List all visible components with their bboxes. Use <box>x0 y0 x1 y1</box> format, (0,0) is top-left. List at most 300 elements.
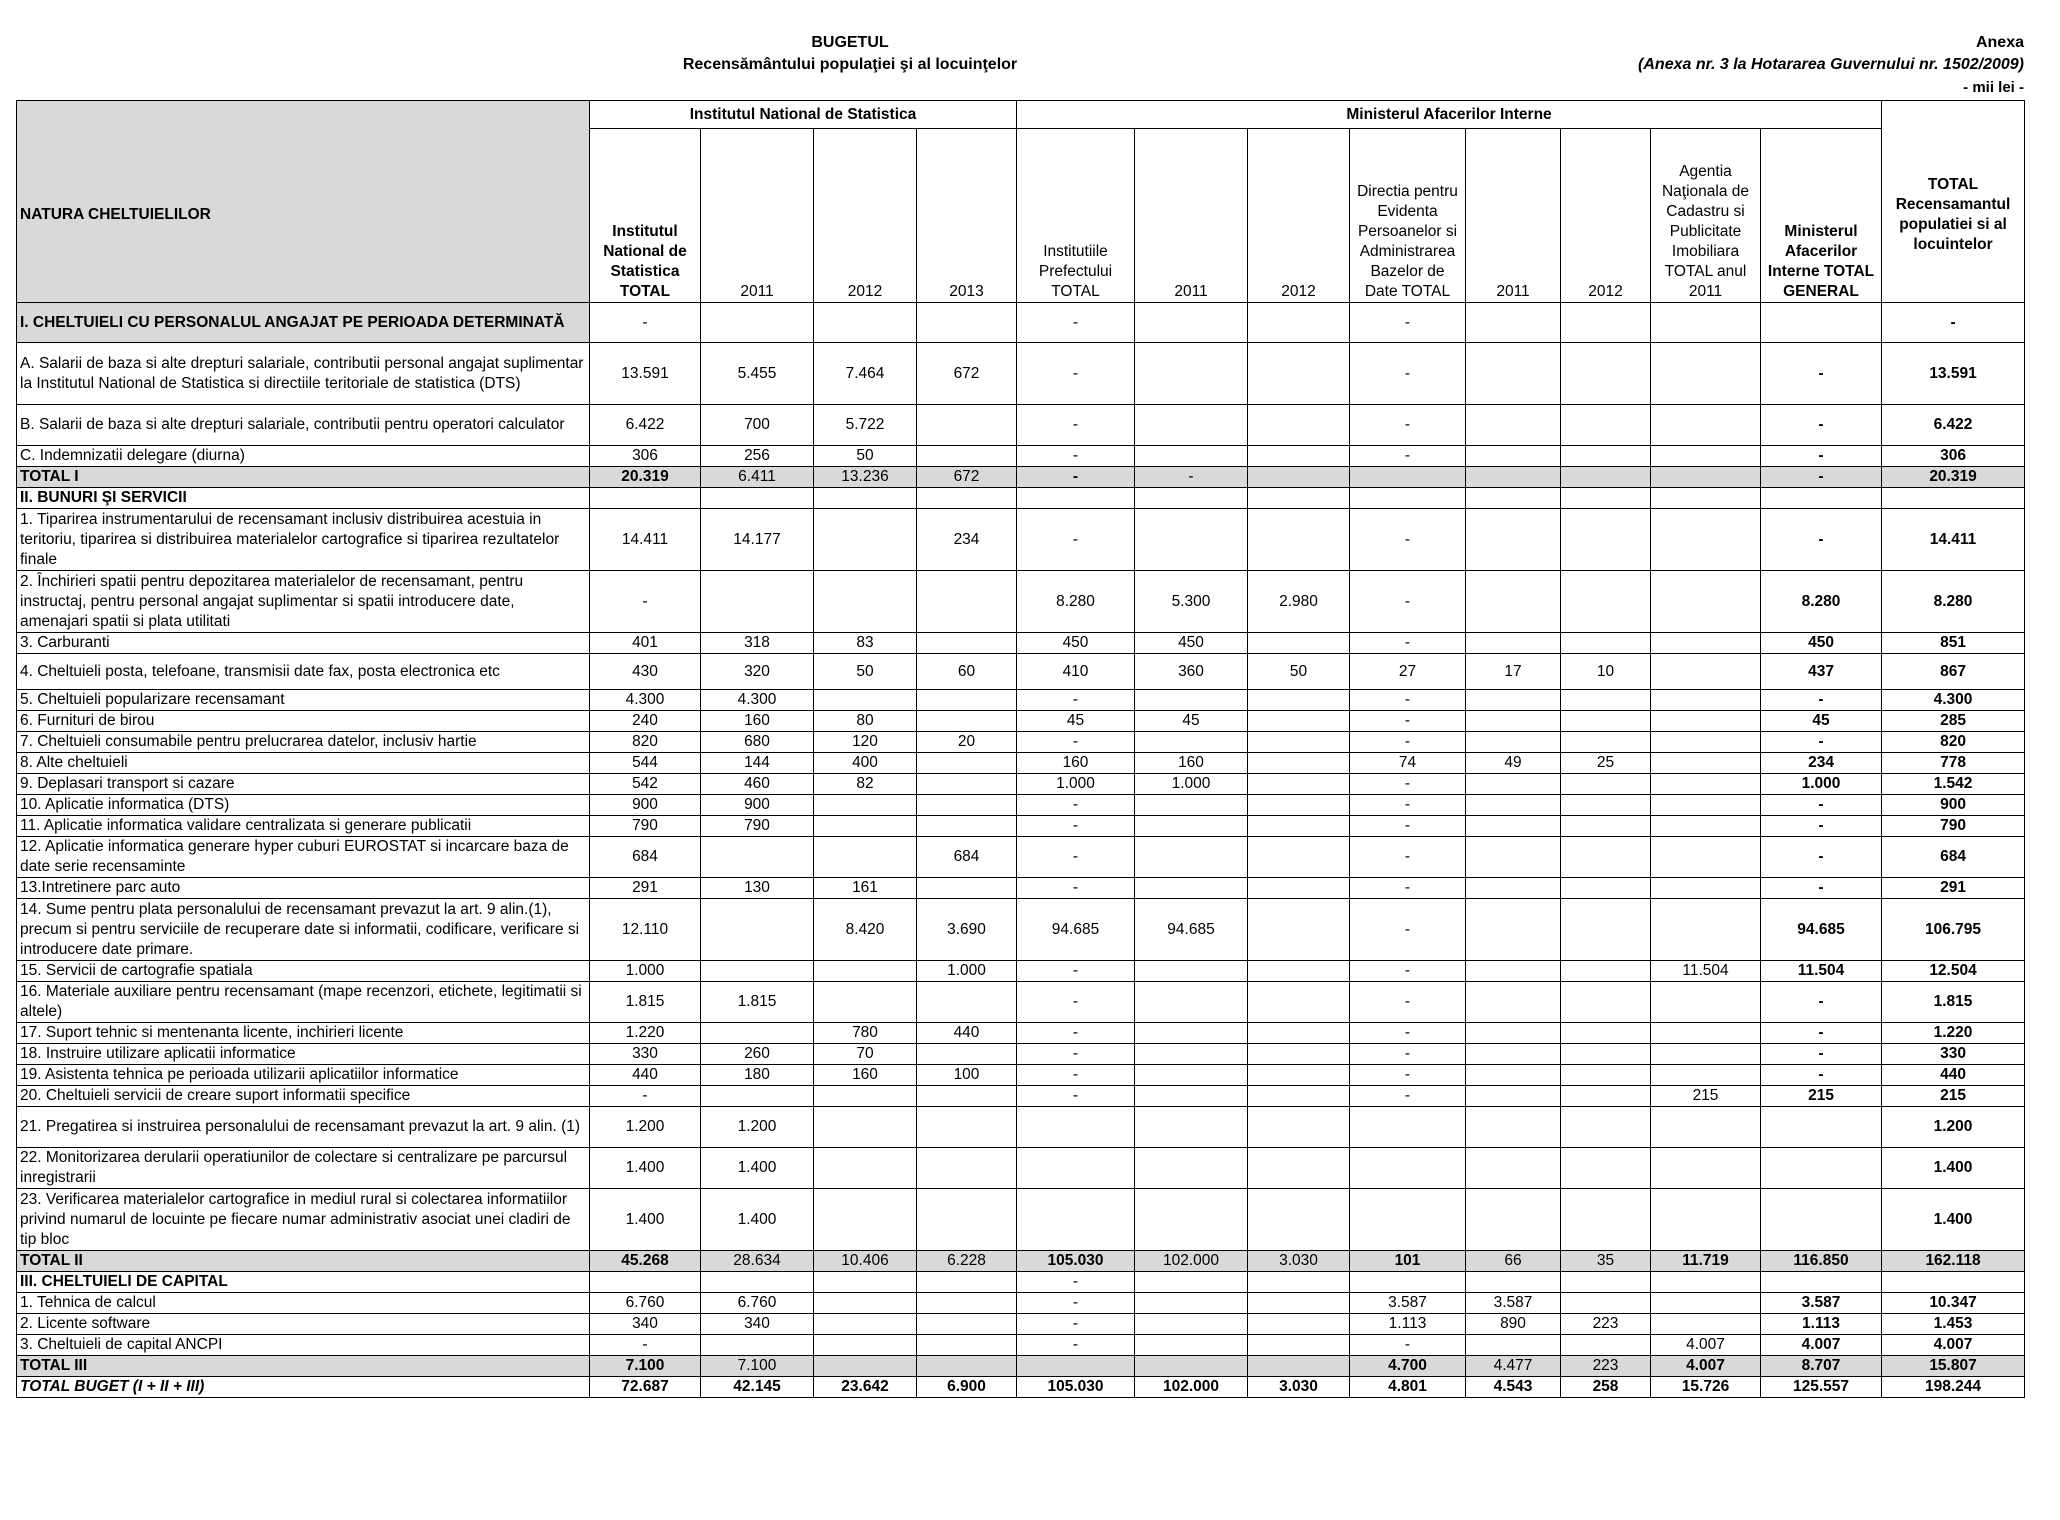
cell-6 <box>1135 1107 1248 1148</box>
cell-12: 3.587 <box>1761 1293 1882 1314</box>
cell-3 <box>814 1335 917 1356</box>
cell-2: 320 <box>701 654 814 690</box>
cell-8: 4.700 <box>1350 1356 1466 1377</box>
cell-5: 45 <box>1017 711 1135 732</box>
cell-3 <box>814 1314 917 1335</box>
table-row <box>17 961 2025 982</box>
cell-1: 542 <box>590 774 701 795</box>
table-row <box>17 467 2025 488</box>
cell-13: 4.007 <box>1882 1335 2025 1356</box>
cell-8: - <box>1350 405 1466 446</box>
cell-5: - <box>1017 982 1135 1023</box>
cell-3 <box>814 1189 917 1251</box>
cell-9 <box>1466 690 1561 711</box>
cell-13 <box>1882 488 2025 509</box>
cell-6: - <box>1135 467 1248 488</box>
cell-6 <box>1135 405 1248 446</box>
cell-11 <box>1651 899 1761 961</box>
cell-4 <box>917 795 1017 816</box>
cell-2 <box>701 1086 814 1107</box>
cell-5: - <box>1017 1272 1135 1293</box>
cell-13: 306 <box>1882 446 2025 467</box>
cell-12 <box>1761 1272 1882 1293</box>
cell-1 <box>590 1272 701 1293</box>
col-header-depabd-2011: 2011 <box>1466 129 1561 303</box>
cell-6 <box>1135 732 1248 753</box>
cell-6: 360 <box>1135 654 1248 690</box>
cell-1: 401 <box>590 633 701 654</box>
cell-8: 1.113 <box>1350 1314 1466 1335</box>
cell-1: 13.591 <box>590 343 701 405</box>
cell-3: 161 <box>814 878 917 899</box>
row-label: 21. Pregatirea si instruirea personalului de recensamant prevazut la art. 9 alin. (1) <box>17 1107 590 1148</box>
cell-1: - <box>590 1335 701 1356</box>
cell-1: 900 <box>590 795 701 816</box>
cell-13: 8.280 <box>1882 571 2025 633</box>
cell-7: 3.030 <box>1248 1251 1350 1272</box>
cell-8 <box>1350 1148 1466 1189</box>
cell-5: - <box>1017 446 1135 467</box>
cell-2: 900 <box>701 795 814 816</box>
cell-7 <box>1248 1272 1350 1293</box>
row-label: 18. Instruire utilizare aplicatii informatice <box>17 1044 590 1065</box>
cell-2: 14.177 <box>701 509 814 571</box>
row-label: A. Salarii de baza si alte drepturi salariale, contributii personal angajat suplimentar la Institutul National de Statistica si directiile teritoriale de statistica (DTS) <box>17 343 590 405</box>
cell-11 <box>1651 1044 1761 1065</box>
cell-10 <box>1561 961 1651 982</box>
cell-5 <box>1017 1189 1135 1251</box>
cell-6 <box>1135 1023 1248 1044</box>
cell-11 <box>1651 1148 1761 1189</box>
cell-4: 672 <box>917 467 1017 488</box>
cell-5: - <box>1017 303 1135 343</box>
cell-1: 684 <box>590 837 701 878</box>
cell-8 <box>1350 1272 1466 1293</box>
cell-9 <box>1466 405 1561 446</box>
col-header-ins-total: Institutul National de Statistica TOTAL <box>590 129 701 303</box>
cell-1: 1.400 <box>590 1148 701 1189</box>
cell-1: - <box>590 1086 701 1107</box>
cell-5: 160 <box>1017 753 1135 774</box>
cell-3: 13.236 <box>814 467 917 488</box>
table-row <box>17 837 2025 878</box>
cell-10 <box>1561 690 1651 711</box>
cell-13: 790 <box>1882 816 2025 837</box>
cell-7 <box>1248 753 1350 774</box>
row-label: 10. Aplicatie informatica (DTS) <box>17 795 590 816</box>
table-row <box>17 1251 2025 1272</box>
cell-1: 440 <box>590 1065 701 1086</box>
row-label: 12. Aplicatie informatica generare hyper cuburi EUROSTAT si incarcare baza de date serie recensaminte <box>17 837 590 878</box>
cell-8: - <box>1350 816 1466 837</box>
cell-3: 50 <box>814 446 917 467</box>
cell-7 <box>1248 1044 1350 1065</box>
cell-13: 1.400 <box>1882 1189 2025 1251</box>
cell-5: - <box>1017 509 1135 571</box>
cell-8: 4.801 <box>1350 1377 1466 1398</box>
cell-13: 867 <box>1882 654 2025 690</box>
cell-4 <box>917 571 1017 633</box>
cell-1: 20.319 <box>590 467 701 488</box>
cell-4 <box>917 1189 1017 1251</box>
cell-1: 6.760 <box>590 1293 701 1314</box>
cell-6 <box>1135 690 1248 711</box>
cell-5: - <box>1017 1314 1135 1335</box>
cell-7: 3.030 <box>1248 1377 1350 1398</box>
row-label: 2. Închirieri spatii pentru depozitarea materialelor de recensamant, pentru instructaj, pentru personal angajat suplimentar si spatii introducere date, amenajari spatii si plata utilitati <box>17 571 590 633</box>
cell-8: - <box>1350 711 1466 732</box>
cell-11: 11.504 <box>1651 961 1761 982</box>
cell-5: - <box>1017 1086 1135 1107</box>
row-label: 20. Cheltuieli servicii de creare suport informatii specifice <box>17 1086 590 1107</box>
cell-6 <box>1135 488 1248 509</box>
table-row <box>17 1148 2025 1189</box>
cell-7 <box>1248 343 1350 405</box>
cell-8: - <box>1350 878 1466 899</box>
cell-8 <box>1350 488 1466 509</box>
cell-1: 45.268 <box>590 1251 701 1272</box>
cell-13: 820 <box>1882 732 2025 753</box>
column-header-row <box>17 129 2025 303</box>
cell-9 <box>1466 1044 1561 1065</box>
col-header-prefect-total: Institutiile Prefectului TOTAL <box>1017 129 1135 303</box>
cell-7 <box>1248 633 1350 654</box>
cell-7: 50 <box>1248 654 1350 690</box>
cell-7 <box>1248 878 1350 899</box>
cell-4: 234 <box>917 509 1017 571</box>
cell-8: - <box>1350 795 1466 816</box>
cell-10 <box>1561 816 1651 837</box>
table-row <box>17 1044 2025 1065</box>
cell-12: 45 <box>1761 711 1882 732</box>
cell-9 <box>1466 571 1561 633</box>
cell-12: - <box>1761 982 1882 1023</box>
cell-7 <box>1248 467 1350 488</box>
cell-10 <box>1561 1044 1651 1065</box>
cell-8: - <box>1350 1065 1466 1086</box>
cell-2: 160 <box>701 711 814 732</box>
cell-8: 3.587 <box>1350 1293 1466 1314</box>
table-row <box>17 1293 2025 1314</box>
cell-2 <box>701 1023 814 1044</box>
budget-table-body <box>17 303 2025 1398</box>
cell-3 <box>814 690 917 711</box>
cell-3 <box>814 982 917 1023</box>
cell-2: 7.100 <box>701 1356 814 1377</box>
cell-9 <box>1466 1148 1561 1189</box>
table-row <box>17 774 2025 795</box>
cell-9 <box>1466 816 1561 837</box>
cell-7 <box>1248 1293 1350 1314</box>
cell-13: 1.453 <box>1882 1314 2025 1335</box>
cell-10 <box>1561 899 1651 961</box>
cell-13: - <box>1882 303 2025 343</box>
cell-6 <box>1135 303 1248 343</box>
cell-9 <box>1466 303 1561 343</box>
cell-11 <box>1651 1314 1761 1335</box>
cell-10 <box>1561 837 1651 878</box>
cell-13: 684 <box>1882 837 2025 878</box>
cell-8: - <box>1350 690 1466 711</box>
cell-3: 160 <box>814 1065 917 1086</box>
cell-5: - <box>1017 405 1135 446</box>
cell-11 <box>1651 1272 1761 1293</box>
cell-13: 778 <box>1882 753 2025 774</box>
cell-8: - <box>1350 303 1466 343</box>
cell-9 <box>1466 982 1561 1023</box>
cell-13: 1.815 <box>1882 982 2025 1023</box>
cell-2: 130 <box>701 878 814 899</box>
cell-3: 50 <box>814 654 917 690</box>
cell-4: 3.690 <box>917 899 1017 961</box>
cell-10 <box>1561 982 1651 1023</box>
row-label: I. CHELTUIELI CU PERSONALUL ANGAJAT PE PERIOADA DETERMINATĂ <box>17 303 590 343</box>
cell-7 <box>1248 1065 1350 1086</box>
cell-5: - <box>1017 467 1135 488</box>
table-row <box>17 1107 2025 1148</box>
cell-1: 820 <box>590 732 701 753</box>
cell-5: - <box>1017 343 1135 405</box>
cell-2: 260 <box>701 1044 814 1065</box>
table-row <box>17 405 2025 446</box>
cell-9 <box>1466 837 1561 878</box>
cell-12 <box>1761 1148 1882 1189</box>
cell-6 <box>1135 509 1248 571</box>
table-row <box>17 1356 2025 1377</box>
cell-13: 1.542 <box>1882 774 2025 795</box>
cell-1: 306 <box>590 446 701 467</box>
cell-3: 23.642 <box>814 1377 917 1398</box>
title-line-2: Recensământului populaţiei şi al locuinţelor <box>682 56 1018 73</box>
cell-8: - <box>1350 509 1466 571</box>
cell-11 <box>1651 878 1761 899</box>
cell-2: 340 <box>701 1314 814 1335</box>
cell-3: 83 <box>814 633 917 654</box>
cell-7 <box>1248 816 1350 837</box>
cell-5: 105.030 <box>1017 1251 1135 1272</box>
table-row <box>17 343 2025 405</box>
row-label: 4. Cheltuieli posta, telefoane, transmisii date fax, posta electronica etc <box>17 654 590 690</box>
cell-8: - <box>1350 982 1466 1023</box>
cell-8 <box>1350 1189 1466 1251</box>
cell-8 <box>1350 1107 1466 1148</box>
cell-6 <box>1135 1356 1248 1377</box>
cell-4 <box>917 1272 1017 1293</box>
cell-7 <box>1248 446 1350 467</box>
cell-4: 672 <box>917 343 1017 405</box>
cell-10 <box>1561 1023 1651 1044</box>
cell-5: - <box>1017 878 1135 899</box>
cell-10 <box>1561 878 1651 899</box>
table-row <box>17 690 2025 711</box>
cell-4 <box>917 303 1017 343</box>
cell-5: - <box>1017 1023 1135 1044</box>
cell-12: - <box>1761 732 1882 753</box>
cell-12: 8.707 <box>1761 1356 1882 1377</box>
table-row <box>17 303 2025 343</box>
row-label: B. Salarii de baza si alte drepturi salariale, contributii pentru operatori calculator <box>17 405 590 446</box>
cell-6: 1.000 <box>1135 774 1248 795</box>
cell-10 <box>1561 633 1651 654</box>
cell-13: 13.591 <box>1882 343 2025 405</box>
cell-6 <box>1135 1086 1248 1107</box>
row-label: 2. Licente software <box>17 1314 590 1335</box>
cell-5 <box>1017 488 1135 509</box>
cell-12: 116.850 <box>1761 1251 1882 1272</box>
cell-11 <box>1651 1293 1761 1314</box>
cell-13: 15.807 <box>1882 1356 2025 1377</box>
cell-13: 1.400 <box>1882 1148 2025 1189</box>
cell-3 <box>814 488 917 509</box>
cell-8: 101 <box>1350 1251 1466 1272</box>
cell-10 <box>1561 711 1651 732</box>
row-label: 11. Aplicatie informatica validare centralizata si generare publicatii <box>17 816 590 837</box>
cell-13: 330 <box>1882 1044 2025 1065</box>
col-header-ins-2013: 2013 <box>917 129 1017 303</box>
title-line-1: BUGETUL <box>811 34 889 51</box>
cell-9 <box>1466 878 1561 899</box>
cell-12 <box>1761 303 1882 343</box>
cell-8: 74 <box>1350 753 1466 774</box>
cell-10 <box>1561 1065 1651 1086</box>
cell-9 <box>1466 1189 1561 1251</box>
row-label: 3. Carburanti <box>17 633 590 654</box>
cell-8: - <box>1350 446 1466 467</box>
cell-4 <box>917 753 1017 774</box>
cell-1: 1.815 <box>590 982 701 1023</box>
cell-6 <box>1135 1044 1248 1065</box>
cell-9: 4.543 <box>1466 1377 1561 1398</box>
cell-2 <box>701 1335 814 1356</box>
cell-1: 430 <box>590 654 701 690</box>
cell-3: 5.722 <box>814 405 917 446</box>
cell-11: 11.719 <box>1651 1251 1761 1272</box>
row-label: II. BUNURI ŞI SERVICII <box>17 488 590 509</box>
cell-3 <box>814 571 917 633</box>
table-row <box>17 654 2025 690</box>
cell-2: 318 <box>701 633 814 654</box>
cell-12: - <box>1761 1044 1882 1065</box>
cell-4 <box>917 1314 1017 1335</box>
group-header-mai: Ministerul Afacerilor Interne <box>1017 101 1882 129</box>
cell-9 <box>1466 795 1561 816</box>
cell-9: 3.587 <box>1466 1293 1561 1314</box>
table-row <box>17 1314 2025 1335</box>
cell-10 <box>1561 343 1651 405</box>
cell-9: 17 <box>1466 654 1561 690</box>
cell-2: 6.760 <box>701 1293 814 1314</box>
cell-13: 285 <box>1882 711 2025 732</box>
cell-3: 120 <box>814 732 917 753</box>
cell-11: 215 <box>1651 1086 1761 1107</box>
cell-11 <box>1651 795 1761 816</box>
cell-13: 20.319 <box>1882 467 2025 488</box>
cell-11 <box>1651 343 1761 405</box>
row-label: 17. Suport tehnic si mentenanta licente, inchirieri licente <box>17 1023 590 1044</box>
cell-1: 1.220 <box>590 1023 701 1044</box>
row-label: III. CHELTUIELI DE CAPITAL <box>17 1272 590 1293</box>
table-row <box>17 509 2025 571</box>
cell-2: 680 <box>701 732 814 753</box>
cell-11 <box>1651 774 1761 795</box>
cell-12: 437 <box>1761 654 1882 690</box>
cell-4 <box>917 633 1017 654</box>
cell-10: 258 <box>1561 1377 1651 1398</box>
cell-5 <box>1017 1148 1135 1189</box>
row-label: TOTAL BUGET (I + II + III) <box>17 1377 590 1398</box>
cell-10: 223 <box>1561 1314 1651 1335</box>
cell-6: 450 <box>1135 633 1248 654</box>
cell-6 <box>1135 1293 1248 1314</box>
cell-8: - <box>1350 837 1466 878</box>
cell-13 <box>1882 1272 2025 1293</box>
cell-12: 215 <box>1761 1086 1882 1107</box>
cell-3: 400 <box>814 753 917 774</box>
cell-5 <box>1017 1107 1135 1148</box>
row-label: 1. Tiparirea instrumentarului de recensamant inclusiv distribuirea acestuia in teritoriu, tiparirea si distribuirea materialelor cartografice si tiparirea rezultatelor finale <box>17 509 590 571</box>
cell-11 <box>1651 711 1761 732</box>
table-row <box>17 446 2025 467</box>
cell-12: 1.113 <box>1761 1314 1882 1335</box>
cell-10 <box>1561 509 1651 571</box>
cell-2: 28.634 <box>701 1251 814 1272</box>
cell-12: 8.280 <box>1761 571 1882 633</box>
natura-header-top <box>17 101 590 129</box>
cell-11 <box>1651 303 1761 343</box>
cell-9 <box>1466 1272 1561 1293</box>
col-header-grand-total: TOTAL Recensamantul populatiei si al locuintelor <box>1882 129 2025 303</box>
table-row <box>17 1189 2025 1251</box>
cell-3: 7.464 <box>814 343 917 405</box>
cell-5: - <box>1017 1065 1135 1086</box>
cell-11: 4.007 <box>1651 1335 1761 1356</box>
cell-3 <box>814 1272 917 1293</box>
cell-7 <box>1248 405 1350 446</box>
cell-2: 1.400 <box>701 1148 814 1189</box>
cell-13: 1.200 <box>1882 1107 2025 1148</box>
cell-13: 900 <box>1882 795 2025 816</box>
cell-10: 35 <box>1561 1251 1651 1272</box>
cell-4 <box>917 774 1017 795</box>
cell-2: 700 <box>701 405 814 446</box>
cell-11 <box>1651 1023 1761 1044</box>
cell-12: - <box>1761 467 1882 488</box>
cell-8: - <box>1350 732 1466 753</box>
cell-10 <box>1561 1107 1651 1148</box>
cell-9: 4.477 <box>1466 1356 1561 1377</box>
cell-12 <box>1761 488 1882 509</box>
cell-11 <box>1651 467 1761 488</box>
cell-9: 66 <box>1466 1251 1561 1272</box>
natura-header: NATURA CHELTUIELILOR <box>17 129 590 303</box>
cell-10 <box>1561 488 1651 509</box>
cell-5: 1.000 <box>1017 774 1135 795</box>
cell-2: 5.455 <box>701 343 814 405</box>
anexa-label: Anexa <box>1975 34 2024 51</box>
cell-12: - <box>1761 446 1882 467</box>
cell-4 <box>917 446 1017 467</box>
cell-9 <box>1466 467 1561 488</box>
cell-1: - <box>590 571 701 633</box>
cell-12: - <box>1761 690 1882 711</box>
cell-1: 7.100 <box>590 1356 701 1377</box>
cell-11 <box>1651 1107 1761 1148</box>
table-row <box>17 732 2025 753</box>
cell-7 <box>1248 1314 1350 1335</box>
table-row <box>17 1335 2025 1356</box>
cell-3: 70 <box>814 1044 917 1065</box>
cell-3: 80 <box>814 711 917 732</box>
